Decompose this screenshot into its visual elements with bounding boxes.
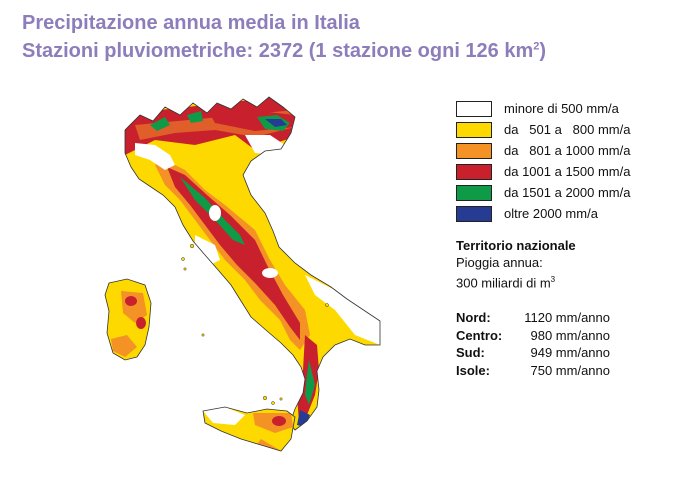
region-name: Nord: xyxy=(456,310,491,325)
national-rain-label: Pioggia annua: xyxy=(456,255,543,270)
national-heading: Territorio nazionale xyxy=(456,238,576,253)
region-value: 949 mm/anno xyxy=(530,345,610,360)
legend-item xyxy=(456,161,630,182)
legend-label: da 1501 a 2000 mm/a xyxy=(504,185,631,200)
map-title: Precipitazione annua media in Italia xyxy=(22,12,360,34)
region-name: Isole: xyxy=(456,362,490,378)
legend-item xyxy=(456,140,630,161)
region-name: Sud: xyxy=(456,345,485,360)
legend-swatch xyxy=(456,206,492,222)
region-name: Centro: xyxy=(456,327,503,343)
national-territory-box xyxy=(456,237,576,291)
region-value: 980 mm/anno xyxy=(530,327,610,343)
region-row xyxy=(456,344,610,362)
legend-label: da 801 a 1000 mm/a xyxy=(504,143,631,158)
legend-label: oltre 2000 mm/a xyxy=(504,206,598,221)
legend-item xyxy=(456,119,630,140)
precipitation-legend xyxy=(456,98,630,224)
legend-swatch xyxy=(456,122,492,138)
legend-item xyxy=(456,182,630,203)
legend-label: minore di 500 mm/a xyxy=(504,101,619,116)
legend-label: da 1001 a 1500 mm/a xyxy=(504,164,631,179)
italy-precipitation-map xyxy=(95,95,440,460)
map-subtitle xyxy=(22,40,546,63)
legend-item xyxy=(456,98,630,119)
region-value: 750 mm/anno xyxy=(530,362,610,378)
region-row xyxy=(456,309,610,327)
subtitle-text: Stazioni pluviometriche: 2372 (1 stazione ogni 126 km xyxy=(22,40,534,62)
regional-averages xyxy=(456,309,610,379)
legend-swatch xyxy=(456,143,492,159)
legend-swatch xyxy=(456,185,492,201)
legend-item xyxy=(456,203,630,224)
legend-label: da 501 a 800 mm/a xyxy=(504,122,631,137)
region-value: 1120 mm/anno xyxy=(524,310,610,325)
region-row xyxy=(456,327,610,345)
national-rain-value xyxy=(456,271,576,291)
subtitle-close: ) xyxy=(539,40,547,62)
national-rain-amount: 300 miliardi di m xyxy=(456,275,551,291)
region-row xyxy=(456,362,610,380)
legend-swatch xyxy=(456,101,492,117)
subtitle-superscript: 2 xyxy=(533,40,540,53)
national-rain-unit-exponent: 3 xyxy=(550,275,556,284)
legend-swatch xyxy=(456,164,492,180)
